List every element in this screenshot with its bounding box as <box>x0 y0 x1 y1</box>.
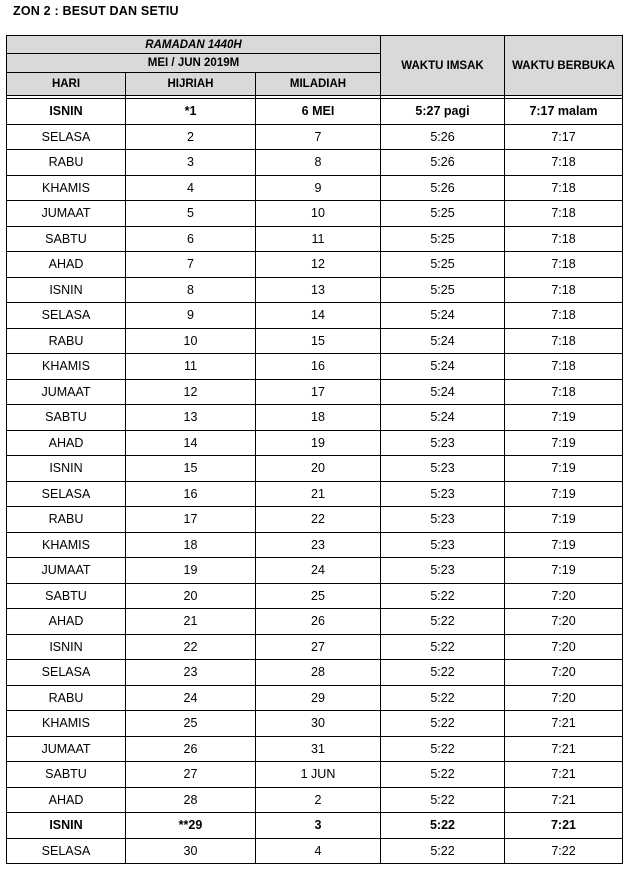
berbuka-cell: 7:22 <box>505 838 623 864</box>
hijriah-cell: 25 <box>126 711 256 737</box>
berbuka-cell: 7:18 <box>505 379 623 405</box>
hijriah-cell: 9 <box>126 303 256 329</box>
table-row <box>7 583 623 609</box>
table-row <box>7 379 623 405</box>
table-row <box>7 303 623 329</box>
table-row <box>7 558 623 584</box>
hijriah-cell: 3 <box>126 150 256 176</box>
table-row <box>7 813 623 839</box>
miladiah-cell: 14 <box>256 303 381 329</box>
miladiah-cell: 24 <box>256 558 381 584</box>
berbuka-cell: 7:17 malam <box>505 99 623 125</box>
miladiah-cell: 4 <box>256 838 381 864</box>
imsak-cell: 5:22 <box>381 583 505 609</box>
table-row <box>7 481 623 507</box>
imsak-cell: 5:24 <box>381 328 505 354</box>
table-row <box>7 507 623 533</box>
imsak-cell: 5:24 <box>381 405 505 431</box>
waktu-imsak-header: WAKTU IMSAK <box>381 36 505 96</box>
hari-cell: SELASA <box>7 660 126 686</box>
hari-cell: SABTU <box>7 405 126 431</box>
hijriah-cell: 27 <box>126 762 256 788</box>
imsak-cell: 5:22 <box>381 685 505 711</box>
imsak-cell: 5:22 <box>381 762 505 788</box>
waktu-berbuka-header: WAKTU BERBUKA <box>505 36 623 96</box>
table-row <box>7 175 623 201</box>
hijriah-cell: 18 <box>126 532 256 558</box>
hari-cell: SELASA <box>7 481 126 507</box>
hari-cell: KHAMIS <box>7 532 126 558</box>
hari-cell: ISNIN <box>7 634 126 660</box>
berbuka-cell: 7:21 <box>505 711 623 737</box>
imsak-cell: 5:23 <box>381 532 505 558</box>
imsak-cell: 5:26 <box>381 124 505 150</box>
hijriah-cell: 17 <box>126 507 256 533</box>
imsak-cell: 5:23 <box>381 430 505 456</box>
miladiah-cell: 15 <box>256 328 381 354</box>
hari-cell: JUMAAT <box>7 558 126 584</box>
hijriah-cell: 22 <box>126 634 256 660</box>
imsak-cell: 5:23 <box>381 507 505 533</box>
berbuka-cell: 7:19 <box>505 405 623 431</box>
table-row <box>7 685 623 711</box>
imsak-berbuka-table <box>6 35 623 864</box>
imsak-cell: 5:25 <box>381 226 505 252</box>
hari-cell: SELASA <box>7 838 126 864</box>
hari-cell: ISNIN <box>7 456 126 482</box>
hijriah-cell: 8 <box>126 277 256 303</box>
imsak-cell: 5:26 <box>381 150 505 176</box>
berbuka-cell: 7:19 <box>505 532 623 558</box>
berbuka-cell: 7:18 <box>505 354 623 380</box>
hijriah-cell: 12 <box>126 379 256 405</box>
hari-cell: ISNIN <box>7 99 126 125</box>
table-row <box>7 634 623 660</box>
imsak-cell: 5:22 <box>381 660 505 686</box>
berbuka-cell: 7:21 <box>505 762 623 788</box>
hijriah-cell: 26 <box>126 736 256 762</box>
hari-cell: RABU <box>7 328 126 354</box>
hari-cell: KHAMIS <box>7 711 126 737</box>
miladiah-cell: 22 <box>256 507 381 533</box>
hari-cell: KHAMIS <box>7 175 126 201</box>
miladiah-cell: 10 <box>256 201 381 227</box>
berbuka-cell: 7:18 <box>505 150 623 176</box>
imsak-cell: 5:24 <box>381 354 505 380</box>
hijriah-header: HIJRIAH <box>126 73 256 96</box>
imsak-cell: 5:22 <box>381 838 505 864</box>
zone-title: ZON 2 : BESUT DAN SETIU <box>13 4 179 18</box>
berbuka-cell: 7:18 <box>505 226 623 252</box>
hijriah-cell: 10 <box>126 328 256 354</box>
table-row <box>7 456 623 482</box>
imsak-cell: 5:24 <box>381 379 505 405</box>
hijriah-cell: 15 <box>126 456 256 482</box>
hari-cell: RABU <box>7 685 126 711</box>
imsak-cell: 5:24 <box>381 303 505 329</box>
miladiah-cell: 11 <box>256 226 381 252</box>
imsak-cell: 5:25 <box>381 277 505 303</box>
hijriah-cell: 6 <box>126 226 256 252</box>
imsak-cell: 5:23 <box>381 558 505 584</box>
hijriah-cell: 4 <box>126 175 256 201</box>
hari-cell: RABU <box>7 150 126 176</box>
table-row <box>7 99 623 125</box>
imsak-cell: 5:22 <box>381 787 505 813</box>
miladiah-cell: 16 <box>256 354 381 380</box>
berbuka-cell: 7:18 <box>505 175 623 201</box>
hari-cell: SABTU <box>7 762 126 788</box>
table-row <box>7 609 623 635</box>
hijriah-cell: 5 <box>126 201 256 227</box>
berbuka-cell: 7:20 <box>505 634 623 660</box>
hari-cell: KHAMIS <box>7 354 126 380</box>
hari-cell: ISNIN <box>7 277 126 303</box>
hari-cell: SELASA <box>7 124 126 150</box>
hijriah-cell: **29 <box>126 813 256 839</box>
hari-cell: ISNIN <box>7 813 126 839</box>
miladiah-cell: 18 <box>256 405 381 431</box>
imsak-cell: 5:25 <box>381 201 505 227</box>
berbuka-cell: 7:18 <box>505 303 623 329</box>
imsak-cell: 5:23 <box>381 456 505 482</box>
hijriah-cell: 19 <box>126 558 256 584</box>
imsak-cell: 5:22 <box>381 609 505 635</box>
miladiah-cell: 12 <box>256 252 381 278</box>
berbuka-cell: 7:20 <box>505 583 623 609</box>
hijriah-cell: 24 <box>126 685 256 711</box>
imsak-cell: 5:22 <box>381 736 505 762</box>
berbuka-cell: 7:20 <box>505 660 623 686</box>
table-row <box>7 252 623 278</box>
miladiah-cell: 19 <box>256 430 381 456</box>
miladiah-cell: 6 MEI <box>256 99 381 125</box>
miladiah-cell: 8 <box>256 150 381 176</box>
hijriah-cell: 13 <box>126 405 256 431</box>
imsak-cell: 5:23 <box>381 481 505 507</box>
table-row <box>7 124 623 150</box>
miladiah-cell: 2 <box>256 787 381 813</box>
miladiah-cell: 29 <box>256 685 381 711</box>
berbuka-cell: 7:19 <box>505 456 623 482</box>
hari-cell: AHAD <box>7 787 126 813</box>
miladiah-cell: 1 JUN <box>256 762 381 788</box>
hari-cell: AHAD <box>7 430 126 456</box>
table-row <box>7 711 623 737</box>
miladiah-header: MILADIAH <box>256 73 381 96</box>
berbuka-cell: 7:21 <box>505 787 623 813</box>
table-row <box>7 430 623 456</box>
miladiah-cell: 7 <box>256 124 381 150</box>
ramadan-year-header: RAMADAN 1440H <box>7 36 381 54</box>
table-row <box>7 838 623 864</box>
berbuka-cell: 7:19 <box>505 481 623 507</box>
miladiah-cell: 13 <box>256 277 381 303</box>
berbuka-cell: 7:18 <box>505 201 623 227</box>
month-header: MEI / JUN 2019M <box>7 54 381 73</box>
miladiah-cell: 9 <box>256 175 381 201</box>
berbuka-cell: 7:18 <box>505 277 623 303</box>
table-row <box>7 150 623 176</box>
table-row <box>7 787 623 813</box>
hijriah-cell: 11 <box>126 354 256 380</box>
hijriah-cell: *1 <box>126 99 256 125</box>
miladiah-cell: 17 <box>256 379 381 405</box>
miladiah-cell: 20 <box>256 456 381 482</box>
hijriah-cell: 2 <box>126 124 256 150</box>
imsak-cell: 5:22 <box>381 711 505 737</box>
berbuka-cell: 7:21 <box>505 736 623 762</box>
schedule-rows <box>7 99 623 864</box>
hari-header: HARI <box>7 73 126 96</box>
berbuka-cell: 7:21 <box>505 813 623 839</box>
hijriah-cell: 20 <box>126 583 256 609</box>
berbuka-cell: 7:19 <box>505 507 623 533</box>
table-row <box>7 405 623 431</box>
table-row <box>7 354 623 380</box>
hari-cell: SABTU <box>7 226 126 252</box>
hijriah-cell: 16 <box>126 481 256 507</box>
berbuka-cell: 7:20 <box>505 685 623 711</box>
berbuka-cell: 7:18 <box>505 328 623 354</box>
hari-cell: JUMAAT <box>7 201 126 227</box>
table-row <box>7 762 623 788</box>
hari-cell: SELASA <box>7 303 126 329</box>
hijriah-cell: 7 <box>126 252 256 278</box>
hijriah-cell: 30 <box>126 838 256 864</box>
hari-cell: JUMAAT <box>7 736 126 762</box>
miladiah-cell: 25 <box>256 583 381 609</box>
miladiah-cell: 3 <box>256 813 381 839</box>
imsak-cell: 5:27 pagi <box>381 99 505 125</box>
hari-cell: JUMAAT <box>7 379 126 405</box>
berbuka-cell: 7:17 <box>505 124 623 150</box>
miladiah-cell: 31 <box>256 736 381 762</box>
imsak-cell: 5:25 <box>381 252 505 278</box>
miladiah-cell: 27 <box>256 634 381 660</box>
imsak-cell: 5:26 <box>381 175 505 201</box>
berbuka-cell: 7:20 <box>505 609 623 635</box>
table-row <box>7 736 623 762</box>
berbuka-cell: 7:19 <box>505 430 623 456</box>
hijriah-cell: 28 <box>126 787 256 813</box>
hijriah-cell: 23 <box>126 660 256 686</box>
miladiah-cell: 30 <box>256 711 381 737</box>
imsak-cell: 5:22 <box>381 813 505 839</box>
table-row <box>7 201 623 227</box>
berbuka-cell: 7:19 <box>505 558 623 584</box>
hari-cell: AHAD <box>7 252 126 278</box>
hijriah-cell: 14 <box>126 430 256 456</box>
hari-cell: AHAD <box>7 609 126 635</box>
berbuka-cell: 7:18 <box>505 252 623 278</box>
table-row <box>7 660 623 686</box>
table-row <box>7 226 623 252</box>
miladiah-cell: 28 <box>256 660 381 686</box>
hari-cell: RABU <box>7 507 126 533</box>
table-row <box>7 328 623 354</box>
table-row <box>7 277 623 303</box>
hijriah-cell: 21 <box>126 609 256 635</box>
imsak-cell: 5:22 <box>381 634 505 660</box>
table-row <box>7 532 623 558</box>
miladiah-cell: 26 <box>256 609 381 635</box>
miladiah-cell: 23 <box>256 532 381 558</box>
hari-cell: SABTU <box>7 583 126 609</box>
miladiah-cell: 21 <box>256 481 381 507</box>
